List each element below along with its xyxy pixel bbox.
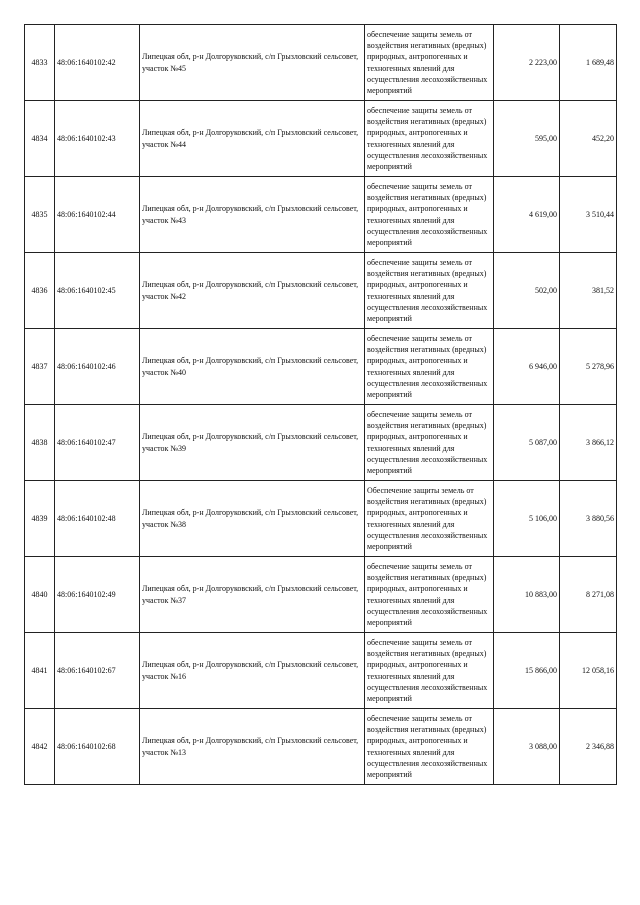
cadastral-number: 48:06:1640102:42: [55, 25, 140, 101]
row-number: 4842: [25, 709, 55, 785]
plot-area: 15 866,00: [494, 633, 560, 709]
plot-area: 4 619,00: [494, 177, 560, 253]
permitted-use: обеспечение защиты земель от воздействия негативных (вредных) природных, антропогенных и техногенных явлений для осуществления лесохозяйственных мероприятий: [365, 405, 494, 481]
permitted-use: обеспечение защиты земель от воздействия негативных (вредных) природных, антропогенных и техногенных явлений для осуществления лесохозяйственных мероприятий: [365, 177, 494, 253]
row-number: 4839: [25, 481, 55, 557]
table-row: [25, 177, 617, 253]
plot-area: 5 106,00: [494, 481, 560, 557]
plot-value: 452,20: [560, 101, 617, 177]
plot-value: 5 278,96: [560, 329, 617, 405]
permitted-use: Обеспечение защиты земель от воздействия негативных (вредных) природных, антропогенных и техногенных явлений для осуществления лесохозяйственных мероприятий: [365, 481, 494, 557]
row-number: 4833: [25, 25, 55, 101]
plot-value: 12 058,16: [560, 633, 617, 709]
row-number: 4835: [25, 177, 55, 253]
cadastral-number: 48:06:1640102:68: [55, 709, 140, 785]
plot-address: Липецкая обл, р-н Долгоруковский, с/п Грызловский сельсовет, участок №38: [140, 481, 365, 557]
permitted-use: обеспечение защиты земель от воздействия негативных (вредных) природных, антропогенных и техногенных явлений для осуществления лесохозяйственных мероприятий: [365, 329, 494, 405]
plot-value: 2 346,88: [560, 709, 617, 785]
plot-address: Липецкая обл, р-н Долгоруковский, с/п Грызловский сельсовет, участок №39: [140, 405, 365, 481]
plot-area: 5 087,00: [494, 405, 560, 481]
cadastral-number: 48:06:1640102:47: [55, 405, 140, 481]
plot-address: Липецкая обл, р-н Долгоруковский, с/п Грызловский сельсовет, участок №44: [140, 101, 365, 177]
table-row: [25, 709, 617, 785]
permitted-use: обеспечение защиты земель от воздействия негативных (вредных) природных, антропогенных и техногенных явлений для осуществления лесохозяйственных мероприятий: [365, 101, 494, 177]
permitted-use: обеспечение защиты земель от воздействия негативных (вредных) природных, антропогенных и техногенных явлений для осуществления лесохозяйственных мероприятий: [365, 253, 494, 329]
permitted-use: обеспечение защиты земель от воздействия негативных (вредных) природных, антропогенных и техногенных явлений для осуществления лесохозяйственных мероприятий: [365, 557, 494, 633]
table-row: [25, 557, 617, 633]
plot-value: 3 880,56: [560, 481, 617, 557]
cadastral-number: 48:06:1640102:67: [55, 633, 140, 709]
plot-value: 1 689,48: [560, 25, 617, 101]
table-row: [25, 405, 617, 481]
plot-address: Липецкая обл, р-н Долгоруковский, с/п Грызловский сельсовет, участок №16: [140, 633, 365, 709]
plot-address: Липецкая обл, р-н Долгоруковский, с/п Грызловский сельсовет, участок №45: [140, 25, 365, 101]
plot-address: Липецкая обл, р-н Долгоруковский, с/п Грызловский сельсовет, участок №37: [140, 557, 365, 633]
plot-area: 6 946,00: [494, 329, 560, 405]
plot-address: Липецкая обл, р-н Долгоруковский, с/п Грызловский сельсовет, участок №43: [140, 177, 365, 253]
land-plots-table: [24, 24, 617, 785]
permitted-use: обеспечение защиты земель от воздействия негативных (вредных) природных, антропогенных и техногенных явлений для осуществления лесохозяйственных мероприятий: [365, 709, 494, 785]
cadastral-number: 48:06:1640102:49: [55, 557, 140, 633]
row-number: 4841: [25, 633, 55, 709]
cadastral-number: 48:06:1640102:44: [55, 177, 140, 253]
plot-value: 3 866,12: [560, 405, 617, 481]
row-number: 4837: [25, 329, 55, 405]
table-row: [25, 329, 617, 405]
table-row: [25, 101, 617, 177]
table-row: [25, 253, 617, 329]
table-row: [25, 25, 617, 101]
plot-value: 8 271,08: [560, 557, 617, 633]
row-number: 4836: [25, 253, 55, 329]
row-number: 4840: [25, 557, 55, 633]
table-row: [25, 481, 617, 557]
plot-area: 502,00: [494, 253, 560, 329]
permitted-use: обеспечение защиты земель от воздействия негативных (вредных) природных, антропогенных и техногенных явлений для осуществления лесохозяйственных мероприятий: [365, 633, 494, 709]
plot-address: Липецкая обл, р-н Долгоруковский, с/п Грызловский сельсовет, участок №13: [140, 709, 365, 785]
permitted-use: обеспечение защиты земель от воздействия негативных (вредных) природных, антропогенных и техногенных явлений для осуществления лесохозяйственных мероприятий: [365, 25, 494, 101]
cadastral-number: 48:06:1640102:45: [55, 253, 140, 329]
plot-value: 3 510,44: [560, 177, 617, 253]
cadastral-number: 48:06:1640102:46: [55, 329, 140, 405]
row-number: 4834: [25, 101, 55, 177]
plot-value: 381,52: [560, 253, 617, 329]
plot-address: Липецкая обл, р-н Долгоруковский, с/п Грызловский сельсовет, участок №42: [140, 253, 365, 329]
plot-area: 2 223,00: [494, 25, 560, 101]
plot-area: 3 088,00: [494, 709, 560, 785]
plot-address: Липецкая обл, р-н Долгоруковский, с/п Грызловский сельсовет, участок №40: [140, 329, 365, 405]
cadastral-number: 48:06:1640102:48: [55, 481, 140, 557]
table-row: [25, 633, 617, 709]
plot-area: 10 883,00: [494, 557, 560, 633]
plot-area: 595,00: [494, 101, 560, 177]
row-number: 4838: [25, 405, 55, 481]
cadastral-number: 48:06:1640102:43: [55, 101, 140, 177]
